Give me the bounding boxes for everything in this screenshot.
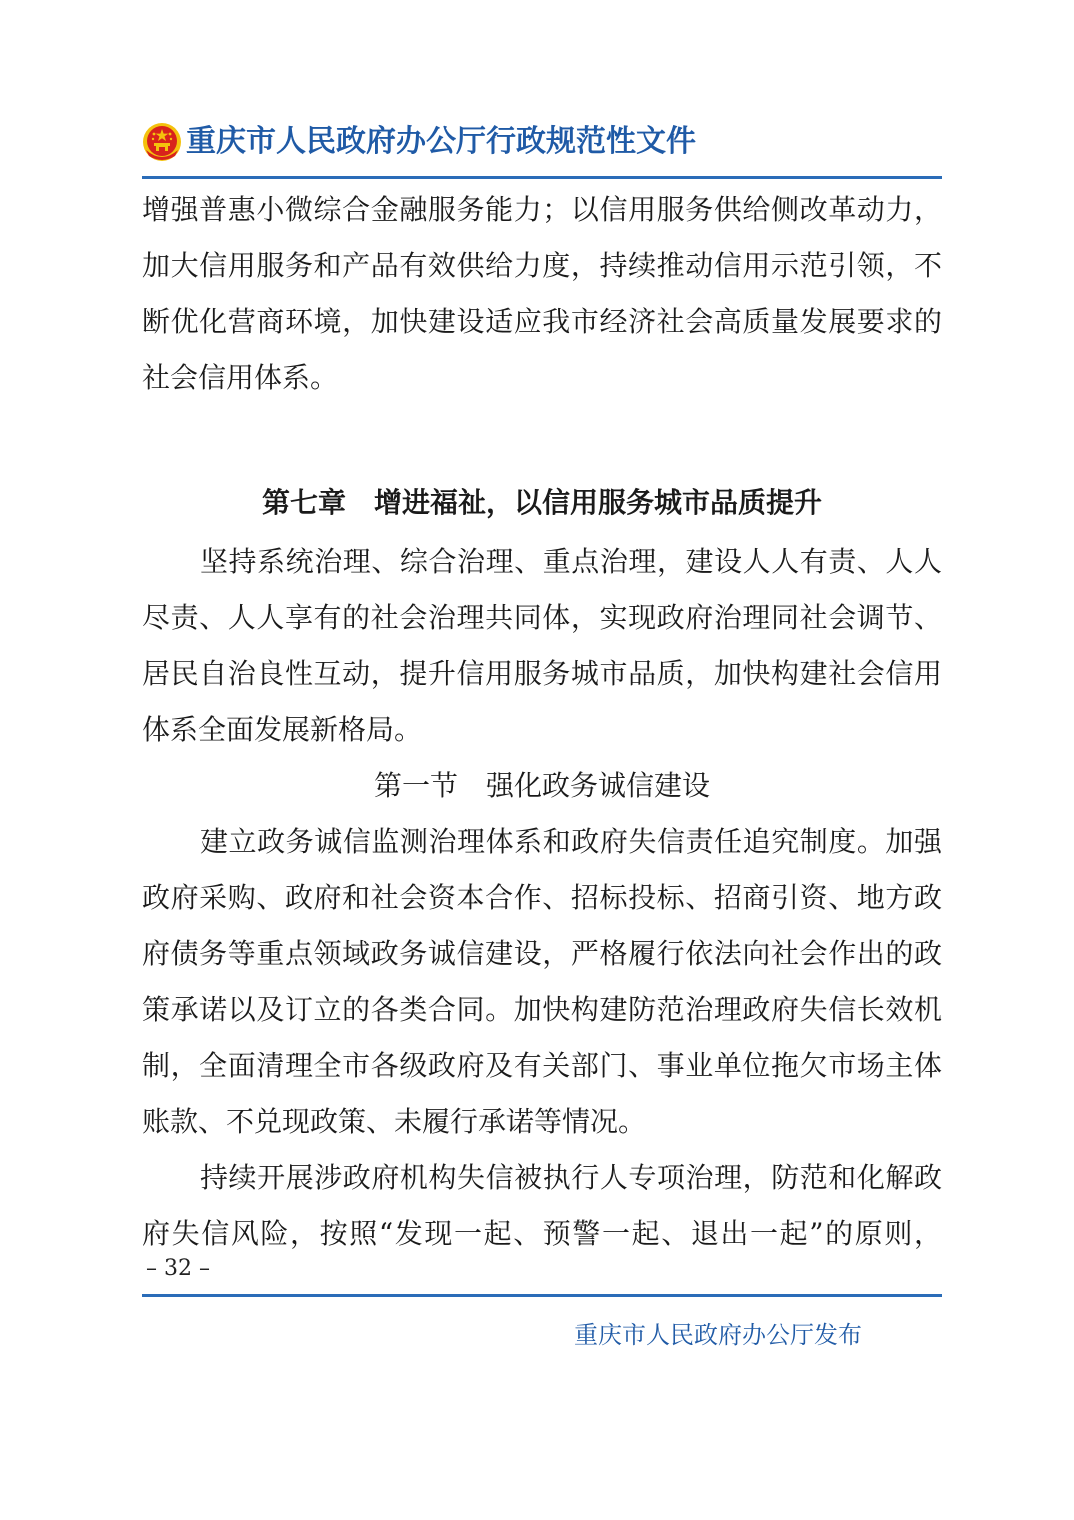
chapter-title: 第七章 增进福祉，以信用服务城市品质提升 <box>261 486 822 519</box>
paragraph-line: 策承诺以及订立的各类合同。加快构建防范治理政府失信长效机 <box>142 993 942 1026</box>
paragraph-line: 增强普惠小微综合金融服务能力；以信用服务供给侧改革动力， <box>142 193 942 226</box>
paragraph-line: 社会信用体系。 <box>142 361 339 394</box>
page-number: – 32 – <box>146 1256 210 1281</box>
paragraph-line: 坚持系统治理、综合治理、重点治理，建设人人有责、人人 <box>200 545 942 578</box>
footer-publisher: 重庆市人民政府办公厅发布 <box>574 1321 862 1349</box>
document-body <box>142 182 942 1262</box>
paragraph-line: 断优化营商环境，加快建设适应我市经济社会高质量发展要求的 <box>142 305 942 338</box>
document-header <box>142 118 942 168</box>
paragraph-line: 持续开展涉政府机构失信被执行人专项治理，防范和化解政 <box>200 1161 942 1194</box>
paragraph-line: 政府采购、政府和社会资本合作、招标投标、招商引资、地方政 <box>142 881 942 914</box>
paragraph-line: 账款、不兑现政策、未履行承诺等情况。 <box>142 1105 647 1138</box>
header-title: 重庆市人民政府办公厅行政规范性文件 <box>186 124 696 159</box>
paragraph-line: 尽责、人人享有的社会治理共同体，实现政府治理同社会调节、 <box>142 601 942 634</box>
footer-divider <box>142 1294 942 1297</box>
header-divider <box>142 176 942 179</box>
paragraph-line: 居民自治良性互动，提升信用服务城市品质，加快构建社会信用 <box>142 657 942 690</box>
national-emblem-icon <box>142 122 182 162</box>
paragraph-line: 体系全面发展新格局。 <box>142 713 423 746</box>
paragraph-line: 建立政务诚信监测治理体系和政府失信责任追究制度。加强 <box>200 825 942 858</box>
paragraph-line: 府失信风险，按照“发现一起、预警一起、退出一起”的原则， <box>142 1217 942 1250</box>
section-title: 第一节 强化政务诚信建设 <box>373 769 710 802</box>
paragraph-line: 加大信用服务和产品有效供给力度，持续推动信用示范引领，不 <box>142 249 942 282</box>
paragraph-line: 府债务等重点领域政务诚信建设，严格履行依法向社会作出的政 <box>142 937 942 970</box>
paragraph-line: 制，全面清理全市各级政府及有关部门、事业单位拖欠市场主体 <box>142 1049 942 1082</box>
paragraph-gap <box>142 406 942 472</box>
